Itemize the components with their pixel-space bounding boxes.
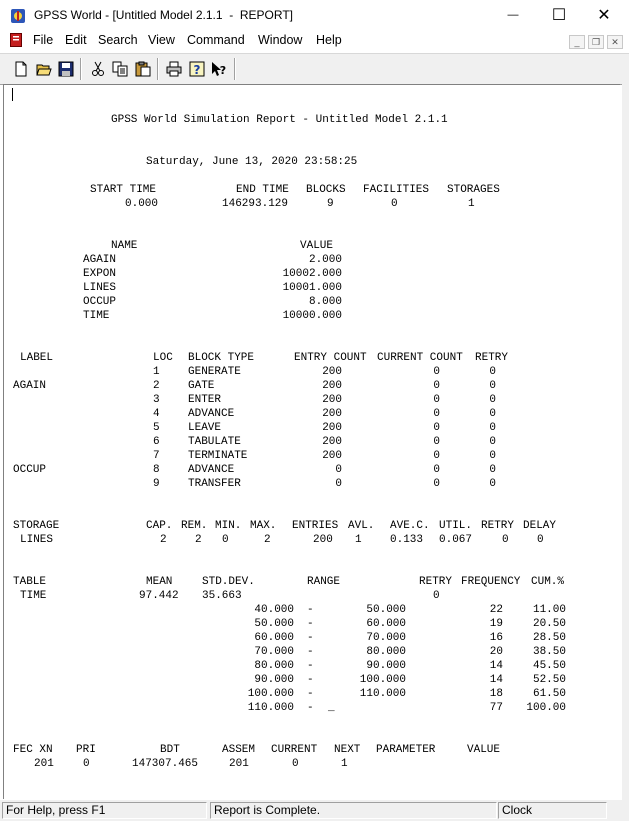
- block-row-retry: 0: [489, 450, 496, 462]
- block-row-loc: 7: [153, 450, 160, 462]
- freq-row-cum-pct: 61.50: [532, 688, 566, 700]
- freq-row-cum-pct: 20.50: [532, 618, 566, 630]
- block-row-label: AGAIN: [13, 380, 47, 392]
- summary-blocks: 9: [327, 198, 334, 210]
- text-caret: [12, 88, 13, 101]
- storage-header-retry: RETRY: [481, 520, 515, 532]
- block-row-loc: 9: [153, 478, 160, 490]
- block-row-retry: 0: [489, 436, 496, 448]
- fec-pri: 0: [83, 758, 90, 770]
- block-row-type: ADVANCE: [188, 464, 235, 476]
- block-row-entry-count: 0: [335, 464, 342, 476]
- freq-row-range-dash: -: [307, 660, 314, 672]
- block-row-entry-count: 200: [322, 380, 342, 392]
- freq-row-range-high: _: [328, 702, 335, 714]
- new-button[interactable]: [11, 59, 31, 79]
- paste-button[interactable]: [133, 59, 153, 79]
- storage-rem: 2: [195, 534, 202, 546]
- save-button[interactable]: [56, 59, 76, 79]
- storage-header-util: UTIL.: [439, 520, 473, 532]
- blocks-header-entry-count: ENTRY COUNT: [294, 352, 367, 364]
- block-row-loc: 3: [153, 394, 160, 406]
- freq-row-range-dash: -: [307, 604, 314, 616]
- block-row-current-count: 0: [433, 464, 440, 476]
- table-header-stddev: STD.DEV.: [202, 576, 255, 588]
- storage-cap: 2: [160, 534, 167, 546]
- block-row-loc: 6: [153, 436, 160, 448]
- fec-header-current: CURRENT: [271, 744, 318, 756]
- block-row-label: OCCUP: [13, 464, 47, 476]
- storage-header-max: MAX.: [250, 520, 277, 532]
- menu-window[interactable]: Window: [258, 33, 303, 47]
- block-row-entry-count: 200: [322, 422, 342, 434]
- storage-header-avec: AVE.C.: [390, 520, 430, 532]
- block-row-type: ENTER: [188, 394, 222, 406]
- save-icon: [58, 61, 74, 77]
- open-button[interactable]: [34, 59, 54, 79]
- block-row-type: TERMINATE: [188, 450, 248, 462]
- document-icon[interactable]: [10, 33, 22, 47]
- menu-search[interactable]: Search: [98, 33, 138, 47]
- freq-row-range-low: 40.000: [254, 604, 294, 616]
- storage-header-avl: AVL.: [348, 520, 375, 532]
- storage-delay: 0: [537, 534, 544, 546]
- blocks-header-retry: RETRY: [475, 352, 509, 364]
- freq-row-range-dash: -: [307, 646, 314, 658]
- block-row-retry: 0: [489, 478, 496, 490]
- status-clock: Clock: [498, 802, 607, 819]
- freq-row-frequency: 20: [489, 646, 503, 658]
- name-row-label: OCCUP: [83, 296, 117, 308]
- fec-header-xn: FEC XN: [13, 744, 53, 756]
- block-row-loc: 5: [153, 422, 160, 434]
- storage-avec: 0.133: [390, 534, 424, 546]
- block-row-type: LEAVE: [188, 422, 222, 434]
- block-row-retry: 0: [489, 394, 496, 406]
- toolbar-separator: [234, 58, 236, 80]
- gpss-app-icon[interactable]: [10, 8, 26, 24]
- block-row-type: TRANSFER: [188, 478, 241, 490]
- block-row-type: ADVANCE: [188, 408, 235, 420]
- freq-row-cum-pct: 100.00: [526, 702, 566, 714]
- storage-header-storage: STORAGE: [13, 520, 60, 532]
- table-header-frequency: FREQUENCY: [461, 576, 521, 588]
- freq-row-range-high: 110.000: [359, 688, 406, 700]
- minimize-button[interactable]: [490, 0, 536, 30]
- maximize-icon: ☐: [551, 7, 567, 24]
- summary-header-facilities: FACILITIES: [363, 184, 430, 196]
- freq-row-range-high: 100.000: [359, 674, 406, 686]
- window-right-edge: [622, 84, 629, 800]
- freq-row-range-dash: -: [307, 674, 314, 686]
- block-row-current-count: 0: [433, 408, 440, 420]
- storage-header-rem: REM.: [181, 520, 208, 532]
- svg-text:?: ?: [219, 64, 227, 77]
- freq-row-frequency: 19: [489, 618, 503, 630]
- mdi-close-button[interactable]: ✕: [607, 35, 623, 49]
- freq-row-range-low: 70.000: [254, 646, 294, 658]
- block-row-retry: 0: [489, 380, 496, 392]
- maximize-button[interactable]: [536, 0, 582, 30]
- status-help-text: For Help, press F1: [2, 802, 207, 819]
- blocks-header-label: LABEL: [20, 352, 54, 364]
- block-row-current-count: 0: [433, 478, 440, 490]
- storage-avl: 1: [355, 534, 362, 546]
- freq-row-cum-pct: 52.50: [532, 674, 566, 686]
- block-row-type: TABULATE: [188, 436, 241, 448]
- table-retry: 0: [433, 590, 440, 602]
- summary-storages: 1: [468, 198, 475, 210]
- freq-row-frequency: 77: [489, 702, 503, 714]
- blocks-header-loc: LOC: [153, 352, 173, 364]
- summary-end-time: 146293.129: [222, 198, 289, 210]
- freq-row-range-dash: -: [307, 688, 314, 700]
- names-header-value: VALUE: [300, 240, 334, 252]
- mdi-restore-button[interactable]: ❐: [588, 35, 604, 49]
- summary-header-start-time: START TIME: [90, 184, 157, 196]
- freq-row-range-low: 60.000: [254, 632, 294, 644]
- about-icon: [189, 61, 205, 77]
- name-row-label: LINES: [83, 282, 117, 294]
- storage-header-entries: ENTRIES: [292, 520, 339, 532]
- blocks-header-block-type: BLOCK TYPE: [188, 352, 255, 364]
- freq-row-range-dash: -: [307, 632, 314, 644]
- block-row-retry: 0: [489, 464, 496, 476]
- toolbar: [0, 53, 629, 85]
- close-icon: ✕: [597, 7, 611, 24]
- fec-xn: 201: [34, 758, 54, 770]
- menu-help[interactable]: Help: [316, 33, 342, 47]
- freq-row-cum-pct: 38.50: [532, 646, 566, 658]
- block-row-current-count: 0: [433, 366, 440, 378]
- context-help-icon: [211, 61, 227, 77]
- freq-row-range-high: 60.000: [366, 618, 406, 630]
- storage-retry: 0: [502, 534, 509, 546]
- freq-row-range-low: 100.000: [247, 688, 294, 700]
- freq-row-range-high: 50.000: [366, 604, 406, 616]
- block-row-retry: 0: [489, 422, 496, 434]
- window-title: GPSS World - [Untitled Model 2.1.1 - REPORT]: [34, 8, 293, 22]
- cut-icon: [90, 61, 106, 77]
- fec-next: 1: [341, 758, 348, 770]
- table-header-table: TABLE: [13, 576, 47, 588]
- freq-row-range-low: 90.000: [254, 674, 294, 686]
- table-header-cum-pct: CUM.%: [531, 576, 565, 588]
- storage-header-cap: CAP.: [146, 520, 173, 532]
- storage-header-min: MIN.: [215, 520, 242, 532]
- block-row-entry-count: 200: [322, 408, 342, 420]
- table-header-retry: RETRY: [419, 576, 453, 588]
- storage-entries: 200: [313, 534, 333, 546]
- fec-bdt: 147307.465: [132, 758, 199, 770]
- fec-header-bdt: BDT: [160, 744, 180, 756]
- name-row-value: 8.000: [308, 296, 342, 308]
- summary-header-storages: STORAGES: [447, 184, 500, 196]
- storage-name: LINES: [20, 534, 54, 546]
- freq-row-frequency: 14: [489, 674, 503, 686]
- fec-header-value: VALUE: [467, 744, 501, 756]
- freq-row-cum-pct: 28.50: [532, 632, 566, 644]
- block-row-entry-count: 200: [322, 366, 342, 378]
- freq-row-range-high: 80.000: [366, 646, 406, 658]
- block-row-current-count: 0: [433, 450, 440, 462]
- open-icon: [36, 61, 52, 77]
- cut-button[interactable]: [88, 59, 108, 79]
- summary-header-blocks: BLOCKS: [306, 184, 346, 196]
- block-row-current-count: 0: [433, 380, 440, 392]
- print-button[interactable]: [164, 59, 184, 79]
- name-row-label: TIME: [83, 310, 110, 322]
- block-row-entry-count: 0: [335, 478, 342, 490]
- freq-row-frequency: 14: [489, 660, 503, 672]
- toolbar-separator: [157, 58, 159, 80]
- copy-button[interactable]: [110, 59, 130, 79]
- table-name: TIME: [20, 590, 47, 602]
- report-document[interactable]: [3, 84, 620, 799]
- block-row-retry: 0: [489, 366, 496, 378]
- mdi-minimize-button[interactable]: _: [569, 35, 585, 49]
- freq-row-range-high: 90.000: [366, 660, 406, 672]
- report-date: Saturday, June 13, 2020 23:58:25: [146, 156, 358, 168]
- block-row-type: GATE: [188, 380, 215, 392]
- freq-row-cum-pct: 45.50: [532, 660, 566, 672]
- summary-facilities: 0: [391, 198, 398, 210]
- fec-header-parameter: PARAMETER: [376, 744, 436, 756]
- menu-edit[interactable]: Edit: [65, 33, 87, 47]
- table-header-range: RANGE: [307, 576, 341, 588]
- freq-row-frequency: 18: [489, 688, 503, 700]
- block-row-loc: 8: [153, 464, 160, 476]
- table-mean: 97.442: [139, 590, 179, 602]
- block-row-current-count: 0: [433, 422, 440, 434]
- storage-util: 0.067: [439, 534, 473, 546]
- freq-row-cum-pct: 11.00: [532, 604, 566, 616]
- freq-row-range-dash: -: [307, 618, 314, 630]
- name-row-value: 10000.000: [282, 310, 342, 322]
- block-row-type: GENERATE: [188, 366, 241, 378]
- fec-header-assem: ASSEM: [222, 744, 256, 756]
- table-header-mean: MEAN: [146, 576, 173, 588]
- title-bar: [0, 0, 629, 30]
- about-button[interactable]: [187, 59, 207, 79]
- block-row-entry-count: 200: [322, 436, 342, 448]
- names-header-name: NAME: [111, 240, 138, 252]
- status-message: Report is Complete.: [210, 802, 497, 819]
- name-row-value: 10002.000: [282, 268, 342, 280]
- context-help-button[interactable]: [209, 59, 229, 79]
- minimize-icon: —: [507, 9, 519, 21]
- status-bar: [0, 800, 629, 821]
- name-row-label: AGAIN: [83, 254, 117, 266]
- menu-file[interactable]: File: [33, 33, 54, 47]
- name-row-value: 2.000: [308, 254, 342, 266]
- freq-row-frequency: 16: [489, 632, 503, 644]
- block-row-current-count: 0: [433, 394, 440, 406]
- freq-row-range-low: 80.000: [254, 660, 294, 672]
- storage-header-delay: DELAY: [523, 520, 557, 532]
- close-button[interactable]: [581, 0, 627, 30]
- name-row-value: 10001.000: [282, 282, 342, 294]
- fec-header-pri: PRI: [76, 744, 96, 756]
- block-row-retry: 0: [489, 408, 496, 420]
- block-row-loc: 2: [153, 380, 160, 392]
- freq-row-frequency: 22: [489, 604, 503, 616]
- print-icon: [166, 61, 182, 77]
- menu-view[interactable]: View: [148, 33, 175, 47]
- paste-icon: [135, 61, 151, 77]
- storage-min: 0: [222, 534, 229, 546]
- storage-max: 2: [264, 534, 271, 546]
- name-row-label: EXPON: [83, 268, 117, 280]
- fec-header-next: NEXT: [334, 744, 361, 756]
- blocks-header-current-count: CURRENT COUNT: [377, 352, 463, 364]
- fec-assem: 201: [229, 758, 249, 770]
- table-stddev: 35.663: [202, 590, 242, 602]
- report-title: GPSS World Simulation Report - Untitled Model 2.1.1: [111, 114, 448, 126]
- block-row-loc: 4: [153, 408, 160, 420]
- block-row-loc: 1: [153, 366, 160, 378]
- menu-command[interactable]: Command: [187, 33, 245, 47]
- block-row-entry-count: 200: [322, 394, 342, 406]
- svg-text:?: ?: [193, 63, 201, 77]
- summary-start-time: 0.000: [125, 198, 159, 210]
- toolbar-separator: [80, 58, 82, 80]
- menu-bar: [0, 30, 629, 52]
- block-row-entry-count: 200: [322, 450, 342, 462]
- summary-header-end-time: END TIME: [236, 184, 289, 196]
- copy-icon: [112, 61, 128, 77]
- freq-row-range-low: 50.000: [254, 618, 294, 630]
- freq-row-range-dash: -: [307, 702, 314, 714]
- fec-current: 0: [292, 758, 299, 770]
- freq-row-range-high: 70.000: [366, 632, 406, 644]
- new-icon: [13, 61, 29, 77]
- freq-row-range-low: 110.000: [247, 702, 294, 714]
- block-row-current-count: 0: [433, 436, 440, 448]
